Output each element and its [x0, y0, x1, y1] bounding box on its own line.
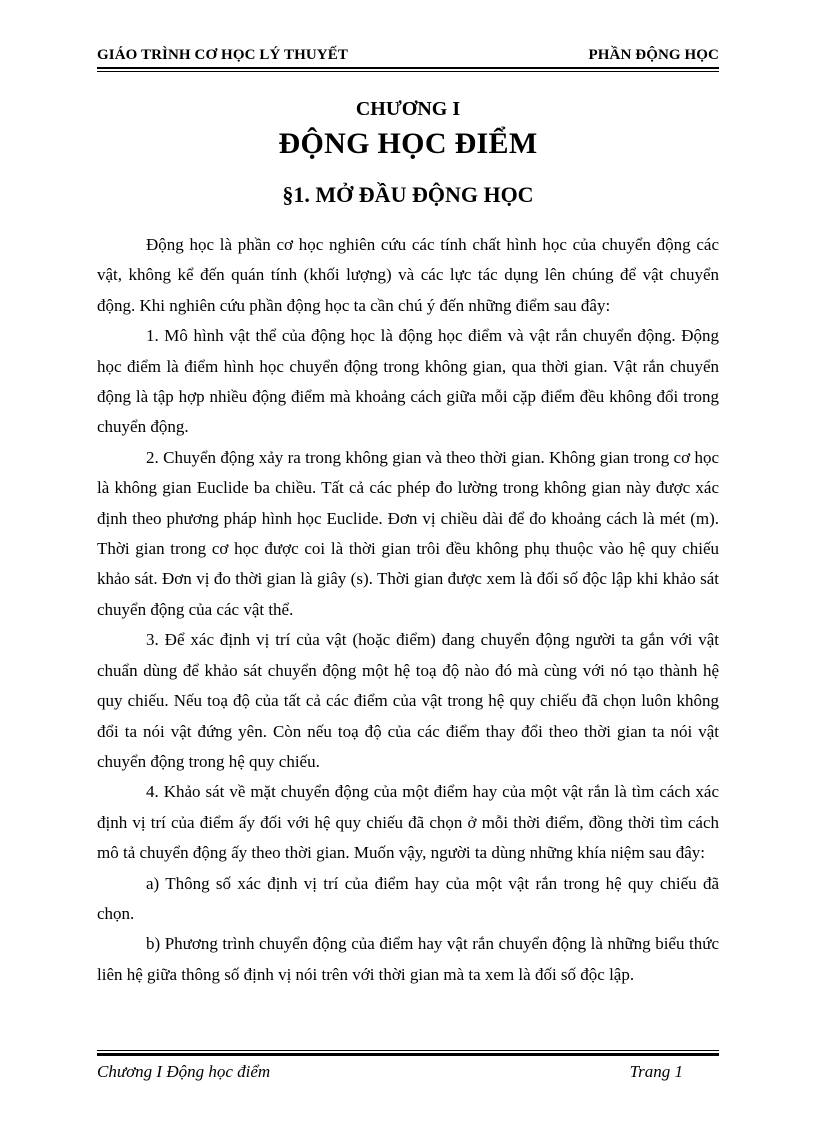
- page-number: Trang 1: [629, 1062, 683, 1081]
- header-part-title: PHẦN ĐỘNG HỌC: [588, 47, 719, 63]
- paragraph: 1. Mô hình vật thể của động học là động học điểm và vật rắn chuyển động. Động học điểm là điểm hình học chuyển động trong không gian, qua thời gian. Vật rắn chuyển động là tập hợp nhiều động điểm mà khoảng cách giữa mỗi cặp điểm đều không đổi trong chuyển động.: [97, 326, 719, 437]
- page-footer: [97, 1062, 719, 1084]
- footer-rule-thin: [97, 1050, 719, 1051]
- page-header: [97, 47, 719, 67]
- header-rule-thin: [97, 71, 719, 72]
- paragraph: a) Thông số xác định vị trí của điểm hay của một vật rắn trong hệ quy chiếu đã chọn.: [97, 873, 719, 923]
- paragraph: b) Phương trình chuyển động của điểm hay vật rắn chuyển động là những biểu thức liên hệ giữa thông số định vị nói trên với thời gian mà ta xem là đối số độc lập.: [97, 934, 719, 984]
- paragraph: 3. Để xác định vị trí của vật (hoặc điểm) đang chuyển động người ta gắn với vật chuẩn dùng để khảo sát chuyển động một hệ toạ độ nào đó mà cùng với nó tạo thành hệ quy chiếu. Nếu toạ độ của tất cả các điểm của vật trong hệ quy chiếu đã chọn luôn không đổi ta nói vật đứng yên. Còn nếu toạ độ của các điểm thay đổi theo thời gian ta nói vật chuyển động trong hệ quy chiếu.: [97, 630, 719, 771]
- paragraph: 4. Khảo sát về mặt chuyển động của một điểm hay của một vật rắn là tìm cách xác định vị trí của điểm ấy đối với hệ quy chiếu đã chọn ở mỗi thời điểm, đồng thời tìm cách mô tả chuyển động ấy theo thời gian. Muốn vậy, người ta dùng những khía niệm sau đây:: [97, 782, 719, 863]
- section-title: §1. MỞ ĐẦU ĐỘNG HỌC: [282, 182, 534, 207]
- paragraph: Động học là phần cơ học nghiên cứu các tính chất hình học của chuyển động các vật, không kể đến quán tính (khối lượng) và các lực tác dụng lên chúng để vật chuyển động. Khi nghiên cứu phần động học ta cần chú ý đến những điểm sau đây:: [97, 235, 719, 315]
- body-text: [97, 230, 719, 990]
- footer-chapter: Chương I Động học điểm: [97, 1062, 271, 1081]
- chapter-label: CHƯƠNG I: [355, 98, 461, 120]
- header-book-title: GIÁO TRÌNH CƠ HỌC LÝ THUYẾT: [97, 47, 348, 63]
- footer-rule: [97, 1053, 719, 1056]
- paragraph: 2. Chuyển động xảy ra trong không gian và theo thời gian. Không gian trong cơ học là không gian Euclide ba chiều. Tất cả các phép đo lường trong không gian này được xác định theo phương pháp hình học Euclide. Đơn vị chiều dài để đo khoảng cách là mét (m). Thời gian trong cơ học được coi là thời gian trôi đều không phụ thuộc vào hệ quy chiếu khảo sát. Đơn vị đo thời gian là giây (s). Thời gian được xem là đối số độc lập khi khảo sát chuyển động của các vật thể.: [97, 447, 719, 619]
- header-rule: [97, 67, 719, 69]
- chapter-title: ĐỘNG HỌC ĐIỂM: [278, 127, 538, 160]
